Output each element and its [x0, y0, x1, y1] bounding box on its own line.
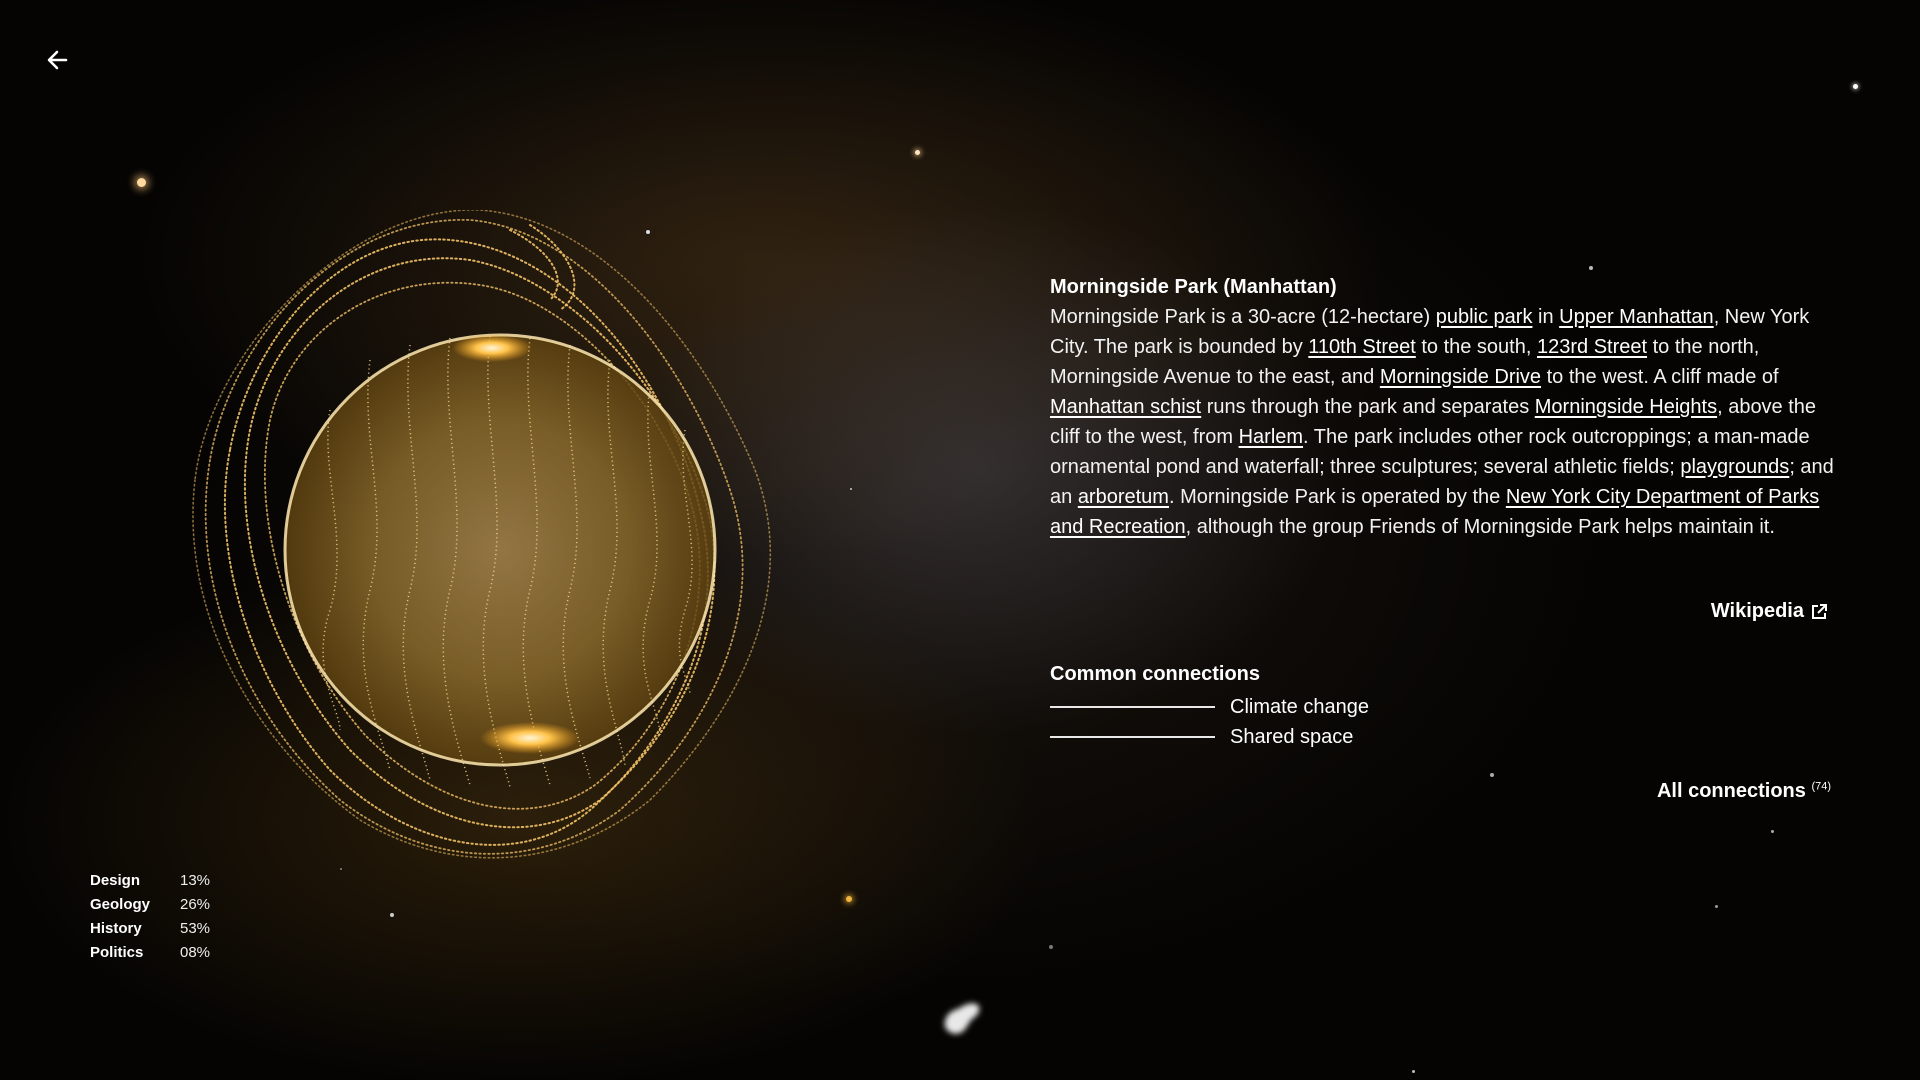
star	[1589, 266, 1593, 270]
connection-item-shared-space[interactable]	[1050, 722, 1369, 752]
star	[850, 488, 852, 490]
article-text: in	[1532, 306, 1560, 328]
all-connections-count: (74)	[1811, 780, 1831, 793]
arrow-left-icon	[44, 46, 76, 74]
star	[1715, 905, 1718, 908]
common-connections-title: Common connections	[1050, 663, 1261, 685]
back-button[interactable]	[44, 46, 76, 74]
star	[1853, 84, 1858, 89]
all-connections-link[interactable]	[1657, 780, 1831, 803]
topic-orb-visualization[interactable]	[170, 210, 850, 890]
connection-label: Shared space	[1230, 725, 1354, 748]
category-name: Geology	[90, 895, 151, 913]
article-link[interactable]: Upper Manhattan	[1559, 306, 1714, 328]
article-link[interactable]: Morningside Drive	[1379, 366, 1542, 388]
category-row	[90, 916, 210, 940]
category-percent: 13%	[180, 871, 211, 889]
connection-label: Climate change	[1230, 695, 1369, 718]
star	[1049, 945, 1053, 949]
external-link-icon	[1810, 603, 1828, 621]
star	[1771, 830, 1774, 833]
connection-line	[1050, 706, 1215, 708]
article-text: , New York City. The park is bounded by	[1050, 306, 1810, 358]
article-title: Morningside Park (Manhattan)	[1050, 276, 1337, 298]
blurred-particle	[938, 995, 986, 1039]
wikipedia-link[interactable]	[1711, 600, 1828, 623]
article-text: , above the cliff to the west, from	[1050, 396, 1817, 448]
all-connections-label: All connections	[1656, 780, 1806, 802]
star	[1412, 1070, 1415, 1073]
article-link[interactable]: 123rd Street	[1536, 336, 1648, 358]
wikipedia-link-label: Wikipedia	[1710, 600, 1804, 622]
article-link[interactable]: playgrounds	[1680, 456, 1790, 478]
category-row	[90, 940, 210, 964]
star	[137, 178, 146, 187]
article-summary	[1050, 302, 1840, 542]
category-percent: 08%	[180, 943, 211, 961]
connection-item-climate-change[interactable]	[1050, 692, 1369, 722]
article-link[interactable]: Morningside Heights	[1534, 396, 1718, 418]
article-link[interactable]: public park	[1435, 306, 1533, 328]
category-row	[90, 868, 210, 892]
category-percent: 26%	[180, 895, 211, 913]
article-link[interactable]: Harlem	[1238, 426, 1304, 448]
article-text: ; and an	[1050, 456, 1834, 508]
category-breakdown	[90, 868, 210, 964]
category-row	[90, 892, 210, 916]
article-link[interactable]: Manhattan schist	[1050, 396, 1202, 418]
category-name: Politics	[90, 943, 144, 961]
article-panel	[1050, 272, 1840, 542]
article-link[interactable]: New York City Department of Parks and Recreation	[1050, 486, 1820, 538]
category-percent: 53%	[180, 919, 211, 937]
article-text: . Morningside Park is operated by the	[1168, 486, 1506, 508]
connection-line	[1050, 736, 1215, 738]
common-connections	[1050, 660, 1369, 752]
article-text: runs through the park and separates	[1201, 396, 1535, 418]
star	[915, 150, 920, 155]
star	[846, 896, 852, 902]
article-text: to the north, Morningside Avenue to the east, and	[1050, 336, 1760, 388]
star	[1490, 773, 1494, 777]
article-link[interactable]: arboretum	[1077, 486, 1169, 508]
article-link[interactable]: 110th Street	[1308, 336, 1416, 358]
category-name: Design	[90, 871, 141, 889]
article-text: to the west. A cliff made of	[1541, 366, 1779, 388]
article-text: . The park includes other rock outcroppings; a man-made ornamental pond and waterfall; three sculptures; several athletic fields;	[1050, 426, 1810, 478]
article-text: to the south,	[1415, 336, 1537, 358]
star	[390, 913, 394, 917]
category-name: History	[90, 919, 142, 937]
article-text: Morningside Park is a 30-acre (12-hectare)	[1050, 306, 1436, 328]
article-text: , although the group Friends of Morningside Park helps maintain it.	[1185, 516, 1775, 538]
